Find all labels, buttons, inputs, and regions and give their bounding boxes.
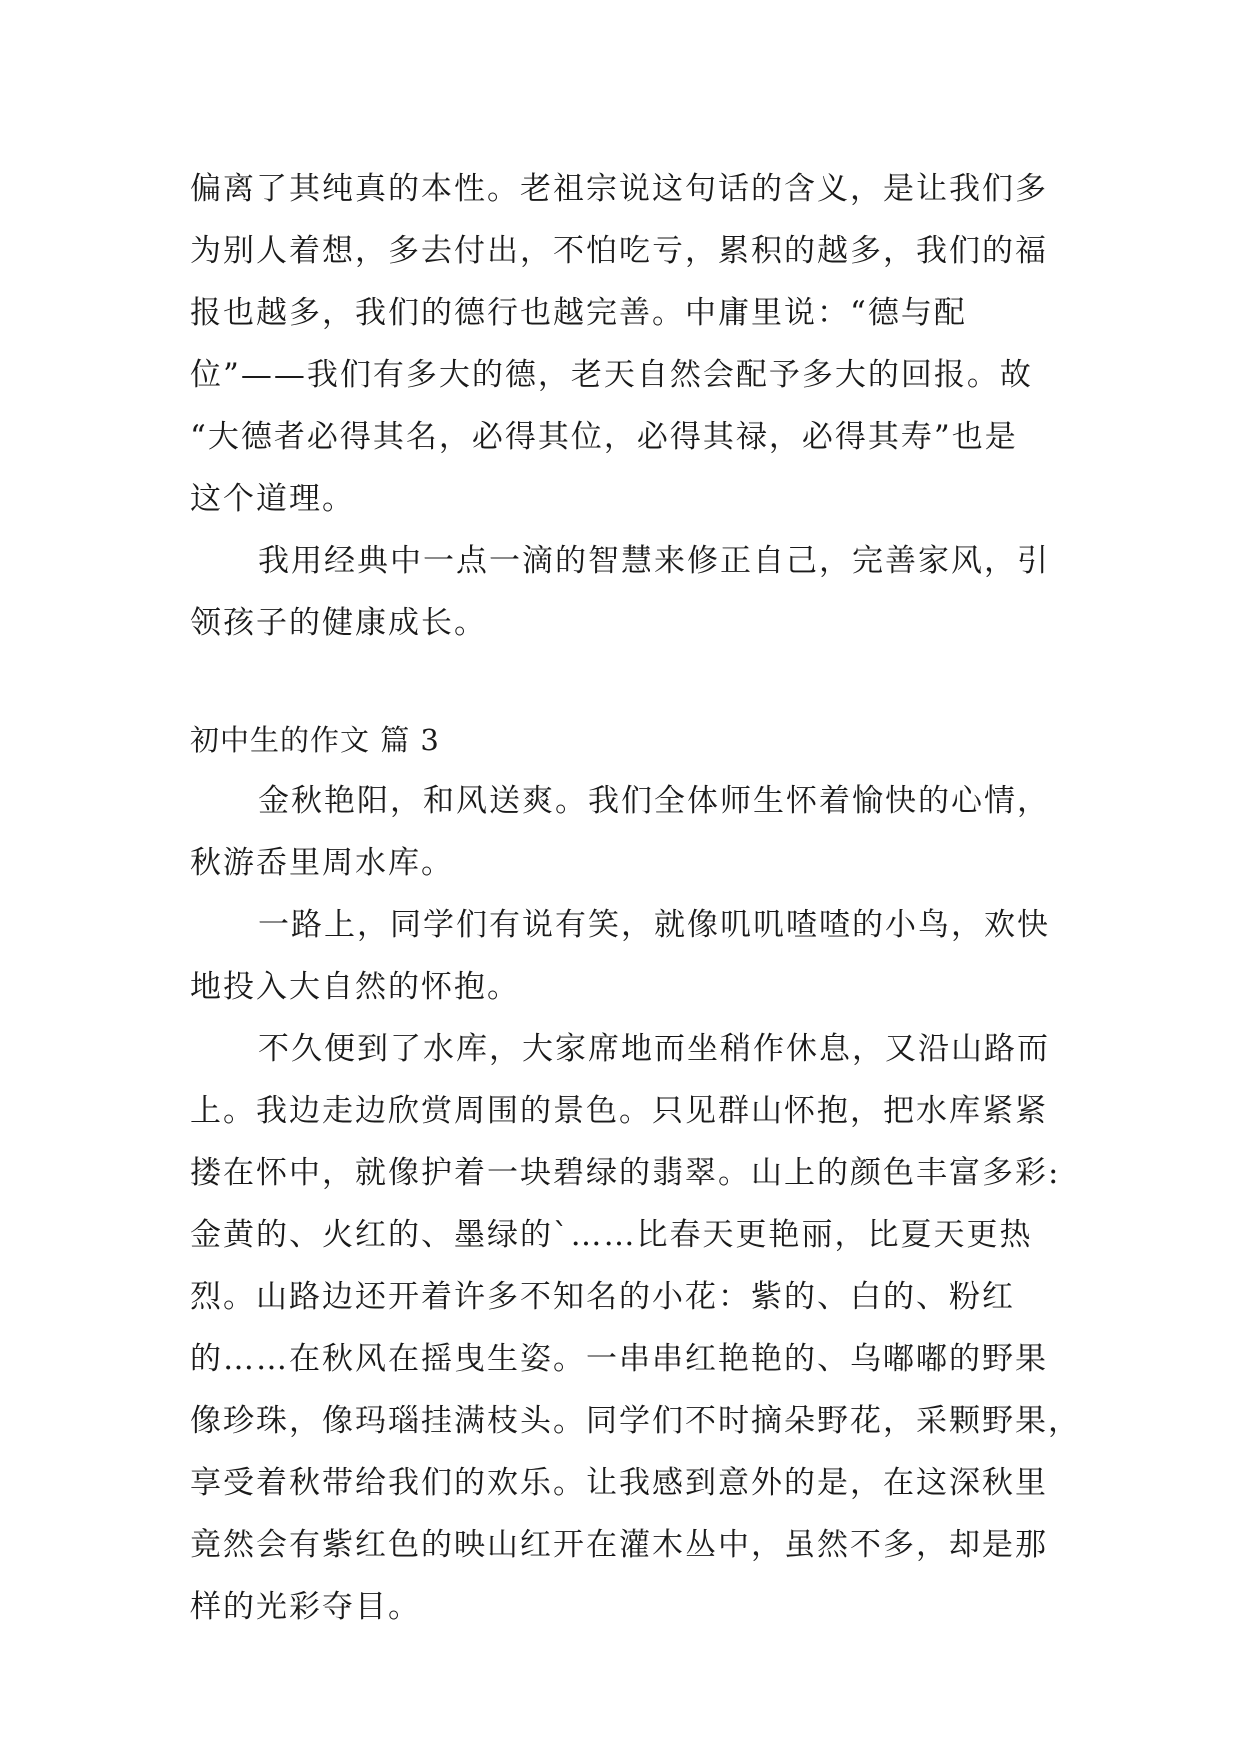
section-gap [190, 654, 1062, 710]
paragraph-line: 地投入大自然的怀抱。 [190, 969, 520, 1005]
paragraph-line: 享受着秋带给我们的欢乐。让我感到意外的是，在这深秋里 [190, 1465, 1048, 1501]
paragraph-line: 偏离了其纯真的本性。老祖宗说这句话的含义，是让我们多 [190, 171, 1048, 207]
paragraph-line: “大德者必得其名，必得其位，必得其禄，必得其寿”也是 [190, 419, 1018, 455]
paragraph-line: 领孩子的健康成长。 [190, 605, 487, 641]
paragraph-line: 样的光彩夺目。 [190, 1589, 421, 1625]
paragraph-line: 秋游岙里周水库。 [190, 845, 454, 881]
paragraph-line: 这个道理。 [190, 481, 355, 517]
paragraph-line: 上。我边走边欣赏周围的景色。只见群山怀抱，把水库紧紧 [190, 1093, 1048, 1129]
document-body [190, 158, 1081, 1638]
paragraph-line: 金秋艳阳，和风送爽。我们全体师生怀着愉快的心情， [258, 783, 1050, 819]
paragraph-line: 竟然会有紫红色的映山红开在灌木丛中，虽然不多，却是那 [190, 1527, 1048, 1563]
paragraph-line: 烈。山路边还开着许多不知名的小花：紫的、白的、粉红 [190, 1279, 1015, 1315]
paragraph-line: 一路上，同学们有说有笑，就像叽叽喳喳的小鸟，欢快 [258, 907, 1050, 943]
paragraph-line: 为别人着想，多去付出，不怕吃亏，累积的越多，我们的福 [190, 233, 1048, 269]
paragraph-line: 不久便到了水库，大家席地而坐稍作休息，又沿山路而 [258, 1031, 1050, 1067]
paragraph-line: 我用经典中一点一滴的智慧来修正自己，完善家风，引 [258, 543, 1050, 579]
paragraph-line: 金黄的、火红的、墨绿的`……比春天更艳丽，比夏天更热 [190, 1217, 1033, 1253]
paragraph-line: 报也越多，我们的德行也越完善。中庸里说：“德与配 [190, 295, 967, 331]
paragraph-line: 位”——我们有多大的德，老天自然会配予多大的回报。故 [190, 357, 1033, 393]
paragraph-line: 搂在怀中，就像护着一块碧绿的翡翠。山上的颜色丰富多彩: [190, 1155, 1061, 1191]
paragraph-line: 的……在秋风在摇曳生姿。一串串红艳艳的、乌嘟嘟的野果 [190, 1341, 1048, 1377]
paragraph-line: 像珍珠，像玛瑙挂满枝头。同学们不时摘朵野花，采颗野果， [190, 1403, 1081, 1439]
section-heading: 初中生的作文 篇 3 [190, 723, 440, 757]
